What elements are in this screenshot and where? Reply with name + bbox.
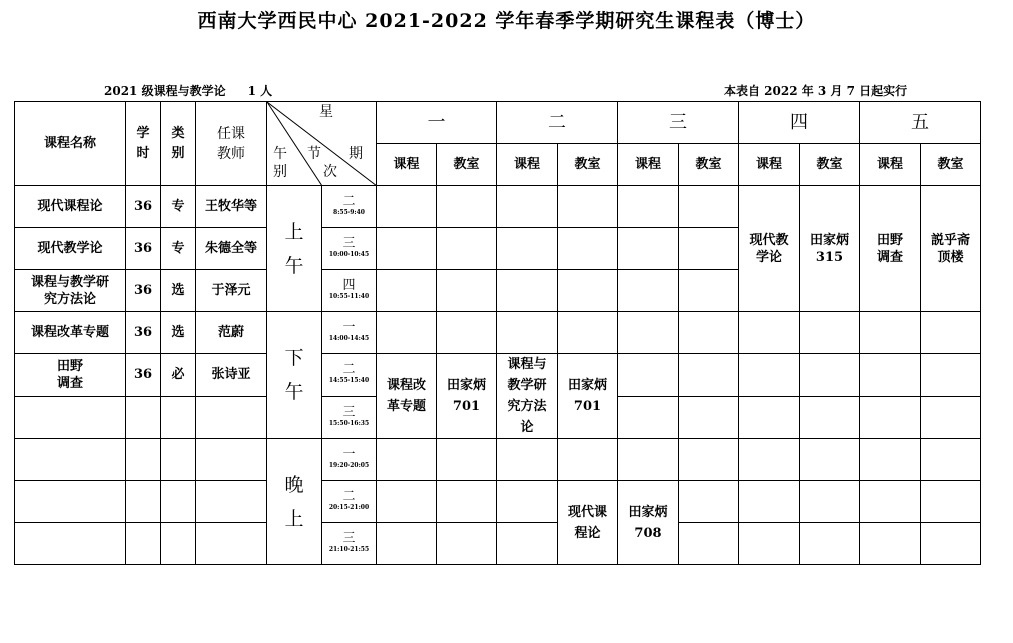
slot-cell (921, 354, 981, 397)
slot-cell (800, 523, 860, 565)
course-hours: 36 (126, 186, 161, 228)
course-name-empty (15, 396, 126, 439)
slot-cell (497, 523, 558, 565)
block-evening: 晚上 (267, 439, 322, 565)
mon-afternoon-room: 田家炳 701 (437, 354, 497, 439)
diag-label-bie: 别 (273, 164, 287, 180)
period-number: 二 (342, 194, 356, 209)
header-room: 教室 (800, 144, 860, 186)
fri-morning-room: 説乎斋顶楼 (921, 186, 981, 312)
slot-cell (558, 312, 618, 354)
slot-cell (921, 481, 981, 523)
day-tuesday: 二 (497, 102, 618, 144)
period-number: 四 (342, 278, 356, 293)
period-time: 15:50-16:35 (328, 419, 370, 427)
course-teacher-empty (196, 481, 267, 523)
slot-cell (679, 354, 739, 397)
course-name: 课程改革专题 (15, 312, 126, 354)
period-time: 10:55-11:40 (328, 293, 370, 300)
slot-cell (679, 312, 739, 354)
mon-afternoon-course: 课程改革专题 (377, 354, 437, 439)
slot-cell (497, 481, 558, 523)
tue-afternoon-room: 田家炳 701 (558, 354, 618, 439)
slot-cell (558, 439, 618, 481)
course-teacher-empty (196, 439, 267, 481)
period-time: 21:10-21:55 (328, 546, 370, 553)
header-room: 教室 (921, 144, 981, 186)
slot-cell (800, 396, 860, 439)
slot-cell (739, 396, 800, 439)
course-hours: 36 (126, 270, 161, 312)
day-monday: 一 (377, 102, 497, 144)
course-teacher: 张诗亚 (196, 354, 267, 397)
course-name: 课程与教学研究方法论 (15, 270, 126, 312)
course-name-empty (15, 523, 126, 565)
header-room: 教室 (558, 144, 618, 186)
diag-label-jie: 节 (307, 146, 321, 162)
slot-cell (437, 312, 497, 354)
slot-cell (618, 186, 679, 228)
slot-cell (618, 354, 679, 397)
slot-cell (800, 481, 860, 523)
block-morning: 上午 (267, 186, 322, 312)
slot-cell (679, 481, 739, 523)
block-afternoon: 下午 (267, 312, 322, 439)
student-count: 1 人 (247, 84, 273, 98)
tue-evening-course: 现代课程论 (558, 481, 618, 565)
course-hours-empty (126, 523, 161, 565)
day-wednesday: 三 (618, 102, 739, 144)
period-cell (322, 396, 377, 439)
slot-cell (437, 481, 497, 523)
slot-cell (497, 312, 558, 354)
header-course: 课程 (377, 144, 437, 186)
thu-morning-room: 田家炳 315 (800, 186, 860, 312)
slot-cell (800, 439, 860, 481)
fri-morning-course: 田野调查 (860, 186, 921, 312)
slot-cell (921, 439, 981, 481)
course-teacher: 朱德全等 (196, 228, 267, 270)
slot-cell (377, 270, 437, 312)
slot-cell (860, 396, 921, 439)
course-name-empty (15, 439, 126, 481)
period-number: 三 (342, 531, 356, 546)
period-number: 三 (342, 404, 356, 420)
slot-cell (739, 354, 800, 397)
slot-cell (921, 396, 981, 439)
course-hours-empty (126, 396, 161, 439)
course-type: 专 (161, 186, 196, 228)
slot-cell (558, 228, 618, 270)
slot-cell (860, 312, 921, 354)
header-course: 课程 (739, 144, 800, 186)
period-time: 19:20-20:05 (328, 462, 370, 469)
day-thursday: 四 (739, 102, 860, 144)
slot-cell (497, 228, 558, 270)
class-name: 2021 级课程与教学论 (104, 84, 226, 98)
course-hours-empty (126, 439, 161, 481)
course-name: 现代课程论 (15, 186, 126, 228)
slot-cell (860, 439, 921, 481)
period-cell (322, 481, 377, 523)
course-type: 必 (161, 354, 196, 397)
tue-afternoon-course: 课程与教学研究方法论 (497, 354, 558, 439)
period-time: 8:55-9:40 (333, 209, 365, 216)
period-time: 10:00-10:45 (328, 251, 370, 258)
period-time: 14:55-15:40 (328, 377, 370, 385)
slot-cell (739, 312, 800, 354)
course-name: 现代教学论 (15, 228, 126, 270)
slot-cell (437, 439, 497, 481)
course-hours: 36 (126, 312, 161, 354)
diagonal-header (267, 102, 377, 186)
course-hours: 36 (126, 228, 161, 270)
course-type-empty (161, 396, 196, 439)
slot-cell (921, 312, 981, 354)
header-teacher: 任课教师 (196, 102, 267, 186)
page-title: 西南大学西民中心 2021-2022 学年春季学期研究生课程表（博士） (197, 10, 816, 32)
slot-cell (618, 270, 679, 312)
slot-cell (860, 523, 921, 565)
slot-cell (739, 439, 800, 481)
slot-cell (497, 270, 558, 312)
slot-cell (739, 481, 800, 523)
slot-cell (497, 439, 558, 481)
period-number: 三 (342, 236, 356, 251)
slot-cell (800, 312, 860, 354)
course-teacher: 王牧华等 (196, 186, 267, 228)
slot-cell (377, 312, 437, 354)
slot-cell (679, 270, 739, 312)
period-cell (322, 354, 377, 397)
header-course-name: 课程名称 (15, 102, 126, 186)
course-type-empty (161, 439, 196, 481)
diag-label-wu: 午 (273, 146, 287, 162)
period-number: 二 (342, 489, 356, 504)
class-info (104, 82, 272, 99)
header-course: 课程 (497, 144, 558, 186)
course-hours-empty (126, 481, 161, 523)
day-friday: 五 (860, 102, 981, 144)
slot-cell (437, 523, 497, 565)
header-hours: 学时 (126, 102, 161, 186)
course-teacher: 范蔚 (196, 312, 267, 354)
period-number: 一 (342, 447, 356, 462)
course-type: 专 (161, 228, 196, 270)
slot-cell (618, 396, 679, 439)
slot-cell (377, 523, 437, 565)
course-name-empty (15, 481, 126, 523)
period-number: 二 (342, 362, 356, 378)
course-type: 选 (161, 270, 196, 312)
wed-evening-room: 田家炳 708 (618, 481, 679, 565)
slot-cell (739, 523, 800, 565)
period-cell (322, 186, 377, 228)
period-cell (322, 270, 377, 312)
course-hours: 36 (126, 354, 161, 397)
slot-cell (679, 523, 739, 565)
slot-cell (437, 228, 497, 270)
course-type: 选 (161, 312, 196, 354)
slot-cell (679, 439, 739, 481)
course-name: 田野调查 (15, 354, 126, 397)
effective-date: 本表自 2022 年 3 月 7 日起实行 (724, 84, 908, 98)
diag-label-ci: 次 (323, 164, 337, 180)
slot-cell (679, 186, 739, 228)
period-time: 20:15-21:00 (328, 504, 370, 511)
slot-cell (618, 439, 679, 481)
schedule-table (14, 101, 981, 565)
header-category: 类别 (161, 102, 196, 186)
slot-cell (679, 228, 739, 270)
thu-morning-course: 现代教学论 (739, 186, 800, 312)
slot-cell (618, 228, 679, 270)
course-type-empty (161, 481, 196, 523)
period-number: 一 (342, 320, 356, 335)
period-time: 14:00-14:45 (328, 335, 370, 342)
period-cell (322, 312, 377, 354)
slot-cell (377, 186, 437, 228)
header-room: 教室 (679, 144, 739, 186)
slot-cell (377, 439, 437, 481)
slot-cell (497, 186, 558, 228)
course-type-empty (161, 523, 196, 565)
slot-cell (437, 270, 497, 312)
slot-cell (558, 270, 618, 312)
slot-cell (558, 186, 618, 228)
slot-cell (679, 396, 739, 439)
period-cell (322, 439, 377, 481)
slot-cell (437, 186, 497, 228)
period-cell (322, 523, 377, 565)
diag-label-xing: 星 (319, 104, 333, 120)
diag-label-qi: 期 (349, 146, 363, 162)
slot-cell (800, 354, 860, 397)
slot-cell (921, 523, 981, 565)
period-cell (322, 228, 377, 270)
course-teacher-empty (196, 396, 267, 439)
slot-cell (377, 481, 437, 523)
slot-cell (860, 354, 921, 397)
slot-cell (618, 312, 679, 354)
slot-cell (377, 228, 437, 270)
header-room: 教室 (437, 144, 497, 186)
header-course: 课程 (860, 144, 921, 186)
header-course: 课程 (618, 144, 679, 186)
course-teacher: 于泽元 (196, 270, 267, 312)
course-teacher-empty (196, 523, 267, 565)
slot-cell (860, 481, 921, 523)
